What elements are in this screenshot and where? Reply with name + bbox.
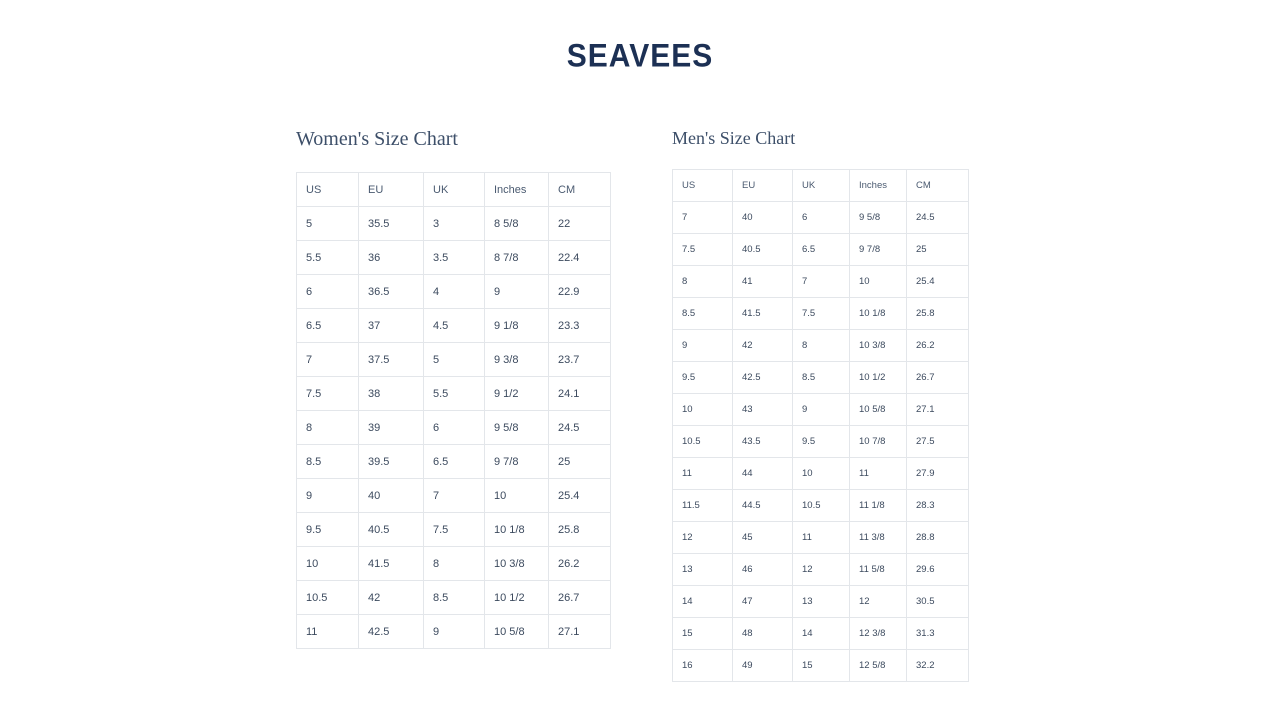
cell-inches: 12 3/8 — [850, 618, 907, 650]
cell-eu: 44.5 — [733, 490, 793, 522]
table-row — [297, 479, 611, 513]
womens-chart-title: Women's Size Chart — [296, 128, 458, 150]
cell-us: 9 — [297, 479, 359, 513]
cell-inches: 10 7/8 — [850, 426, 907, 458]
cell-eu: 48 — [733, 618, 793, 650]
cell-cm: 27.1 — [549, 615, 611, 649]
cell-inches: 11 — [850, 458, 907, 490]
cell-uk: 3 — [424, 207, 485, 241]
table-row — [673, 586, 969, 618]
cell-inches: 10 — [850, 266, 907, 298]
cell-us: 8.5 — [673, 298, 733, 330]
column-header-us: US — [673, 170, 733, 202]
cell-eu: 42 — [733, 330, 793, 362]
cell-cm: 26.2 — [907, 330, 969, 362]
brand-logo-text: SEAVEES — [566, 38, 714, 75]
table-row — [297, 377, 611, 411]
table-header-row — [297, 173, 611, 207]
cell-us: 14 — [673, 586, 733, 618]
brand-logo — [0, 40, 1280, 74]
table-row — [673, 330, 969, 362]
table-row — [297, 547, 611, 581]
cell-inches: 9 1/8 — [485, 309, 549, 343]
cell-uk: 4 — [424, 275, 485, 309]
cell-eu: 37.5 — [359, 343, 424, 377]
table-row — [297, 445, 611, 479]
cell-inches: 10 1/2 — [485, 581, 549, 615]
cell-inches: 11 5/8 — [850, 554, 907, 586]
table-row — [673, 234, 969, 266]
table-row — [673, 298, 969, 330]
cell-inches: 12 5/8 — [850, 650, 907, 682]
cell-uk: 9 — [424, 615, 485, 649]
cell-us: 8 — [673, 266, 733, 298]
cell-inches: 9 3/8 — [485, 343, 549, 377]
cell-us: 11.5 — [673, 490, 733, 522]
cell-inches: 10 5/8 — [485, 615, 549, 649]
cell-uk: 14 — [793, 618, 850, 650]
cell-inches: 10 — [485, 479, 549, 513]
cell-eu: 38 — [359, 377, 424, 411]
table-row — [673, 394, 969, 426]
cell-cm: 22.9 — [549, 275, 611, 309]
cell-inches: 10 1/8 — [485, 513, 549, 547]
cell-eu: 42.5 — [733, 362, 793, 394]
cell-cm: 25.8 — [549, 513, 611, 547]
table-row — [297, 411, 611, 445]
cell-uk: 10 — [793, 458, 850, 490]
cell-cm: 27.9 — [907, 458, 969, 490]
cell-uk: 9.5 — [793, 426, 850, 458]
cell-eu: 35.5 — [359, 207, 424, 241]
cell-eu: 40 — [359, 479, 424, 513]
cell-us: 15 — [673, 618, 733, 650]
cell-cm: 27.1 — [907, 394, 969, 426]
cell-cm: 28.3 — [907, 490, 969, 522]
cell-us: 10.5 — [297, 581, 359, 615]
cell-cm: 25 — [549, 445, 611, 479]
cell-uk: 7 — [424, 479, 485, 513]
cell-cm: 24.5 — [549, 411, 611, 445]
table-row — [673, 426, 969, 458]
column-header-eu: EU — [359, 173, 424, 207]
cell-eu: 49 — [733, 650, 793, 682]
cell-cm: 25.4 — [549, 479, 611, 513]
table-row — [673, 522, 969, 554]
column-header-uk: UK — [793, 170, 850, 202]
cell-us: 5 — [297, 207, 359, 241]
cell-inches: 10 5/8 — [850, 394, 907, 426]
cell-us: 9.5 — [297, 513, 359, 547]
cell-cm: 22.4 — [549, 241, 611, 275]
cell-cm: 26.7 — [549, 581, 611, 615]
cell-cm: 25.4 — [907, 266, 969, 298]
table-row — [297, 309, 611, 343]
cell-inches: 11 1/8 — [850, 490, 907, 522]
column-header-cm: CM — [549, 173, 611, 207]
cell-eu: 47 — [733, 586, 793, 618]
cell-eu: 36.5 — [359, 275, 424, 309]
cell-us: 13 — [673, 554, 733, 586]
cell-uk: 11 — [793, 522, 850, 554]
cell-cm: 28.8 — [907, 522, 969, 554]
cell-eu: 41 — [733, 266, 793, 298]
cell-eu: 45 — [733, 522, 793, 554]
table-row — [673, 202, 969, 234]
column-header-cm: CM — [907, 170, 969, 202]
cell-uk: 6.5 — [793, 234, 850, 266]
table-row — [297, 343, 611, 377]
table-row — [673, 618, 969, 650]
size-charts-container — [0, 128, 1280, 682]
column-header-uk: UK — [424, 173, 485, 207]
cell-uk: 9 — [793, 394, 850, 426]
table-row — [673, 266, 969, 298]
cell-eu: 41.5 — [359, 547, 424, 581]
cell-us: 10 — [673, 394, 733, 426]
table-row — [297, 275, 611, 309]
cell-us: 9.5 — [673, 362, 733, 394]
cell-inches: 9 7/8 — [850, 234, 907, 266]
cell-cm: 26.7 — [907, 362, 969, 394]
cell-cm: 24.5 — [907, 202, 969, 234]
womens-size-table — [296, 172, 611, 649]
cell-us: 8.5 — [297, 445, 359, 479]
mens-size-table — [672, 169, 969, 682]
table-row — [673, 490, 969, 522]
cell-eu: 39 — [359, 411, 424, 445]
table-row — [297, 581, 611, 615]
cell-uk: 3.5 — [424, 241, 485, 275]
cell-uk: 4.5 — [424, 309, 485, 343]
cell-eu: 41.5 — [733, 298, 793, 330]
cell-cm: 23.7 — [549, 343, 611, 377]
cell-inches: 11 3/8 — [850, 522, 907, 554]
mens-size-chart — [672, 128, 968, 682]
cell-eu: 46 — [733, 554, 793, 586]
cell-eu: 40 — [733, 202, 793, 234]
cell-us: 7 — [673, 202, 733, 234]
cell-inches: 9 1/2 — [485, 377, 549, 411]
cell-us: 7.5 — [673, 234, 733, 266]
cell-us: 7.5 — [297, 377, 359, 411]
cell-eu: 43.5 — [733, 426, 793, 458]
column-header-eu: EU — [733, 170, 793, 202]
cell-uk: 5 — [424, 343, 485, 377]
cell-uk: 7.5 — [793, 298, 850, 330]
cell-uk: 12 — [793, 554, 850, 586]
cell-inches: 12 — [850, 586, 907, 618]
cell-us: 6.5 — [297, 309, 359, 343]
table-row — [297, 513, 611, 547]
cell-cm: 24.1 — [549, 377, 611, 411]
cell-cm: 25.8 — [907, 298, 969, 330]
cell-eu: 44 — [733, 458, 793, 490]
table-row — [673, 362, 969, 394]
cell-inches: 10 3/8 — [850, 330, 907, 362]
table-row — [673, 650, 969, 682]
cell-uk: 7 — [793, 266, 850, 298]
cell-uk: 10.5 — [793, 490, 850, 522]
cell-eu: 37 — [359, 309, 424, 343]
column-header-inches: Inches — [850, 170, 907, 202]
cell-uk: 7.5 — [424, 513, 485, 547]
cell-cm: 30.5 — [907, 586, 969, 618]
cell-uk: 6.5 — [424, 445, 485, 479]
table-row — [673, 554, 969, 586]
cell-inches: 9 5/8 — [485, 411, 549, 445]
cell-uk: 8 — [424, 547, 485, 581]
cell-us: 7 — [297, 343, 359, 377]
cell-cm: 31.3 — [907, 618, 969, 650]
cell-uk: 13 — [793, 586, 850, 618]
womens-size-chart — [296, 128, 610, 682]
cell-uk: 6 — [424, 411, 485, 445]
table-row — [297, 241, 611, 275]
cell-cm: 26.2 — [549, 547, 611, 581]
cell-inches: 8 5/8 — [485, 207, 549, 241]
cell-us: 8 — [297, 411, 359, 445]
cell-eu: 42 — [359, 581, 424, 615]
cell-eu: 36 — [359, 241, 424, 275]
cell-us: 11 — [297, 615, 359, 649]
cell-inches: 9 5/8 — [850, 202, 907, 234]
cell-inches: 10 1/8 — [850, 298, 907, 330]
cell-uk: 8.5 — [424, 581, 485, 615]
cell-uk: 6 — [793, 202, 850, 234]
cell-inches: 10 1/2 — [850, 362, 907, 394]
cell-us: 11 — [673, 458, 733, 490]
cell-us: 10.5 — [673, 426, 733, 458]
cell-inches: 9 — [485, 275, 549, 309]
cell-cm: 22 — [549, 207, 611, 241]
cell-us: 9 — [673, 330, 733, 362]
table-row — [297, 615, 611, 649]
cell-us: 6 — [297, 275, 359, 309]
cell-inches: 8 7/8 — [485, 241, 549, 275]
cell-eu: 40.5 — [359, 513, 424, 547]
cell-uk: 15 — [793, 650, 850, 682]
cell-cm: 32.2 — [907, 650, 969, 682]
cell-cm: 29.6 — [907, 554, 969, 586]
table-row — [673, 458, 969, 490]
column-header-us: US — [297, 173, 359, 207]
table-header-row — [673, 170, 969, 202]
cell-cm: 27.5 — [907, 426, 969, 458]
cell-us: 10 — [297, 547, 359, 581]
cell-cm: 23.3 — [549, 309, 611, 343]
cell-eu: 42.5 — [359, 615, 424, 649]
cell-eu: 39.5 — [359, 445, 424, 479]
mens-chart-title: Men's Size Chart — [672, 128, 796, 148]
column-header-inches: Inches — [485, 173, 549, 207]
cell-uk: 8 — [793, 330, 850, 362]
cell-uk: 5.5 — [424, 377, 485, 411]
cell-uk: 8.5 — [793, 362, 850, 394]
cell-cm: 25 — [907, 234, 969, 266]
table-row — [297, 207, 611, 241]
cell-us: 16 — [673, 650, 733, 682]
cell-eu: 40.5 — [733, 234, 793, 266]
cell-us: 5.5 — [297, 241, 359, 275]
cell-us: 12 — [673, 522, 733, 554]
cell-eu: 43 — [733, 394, 793, 426]
cell-inches: 9 7/8 — [485, 445, 549, 479]
cell-inches: 10 3/8 — [485, 547, 549, 581]
